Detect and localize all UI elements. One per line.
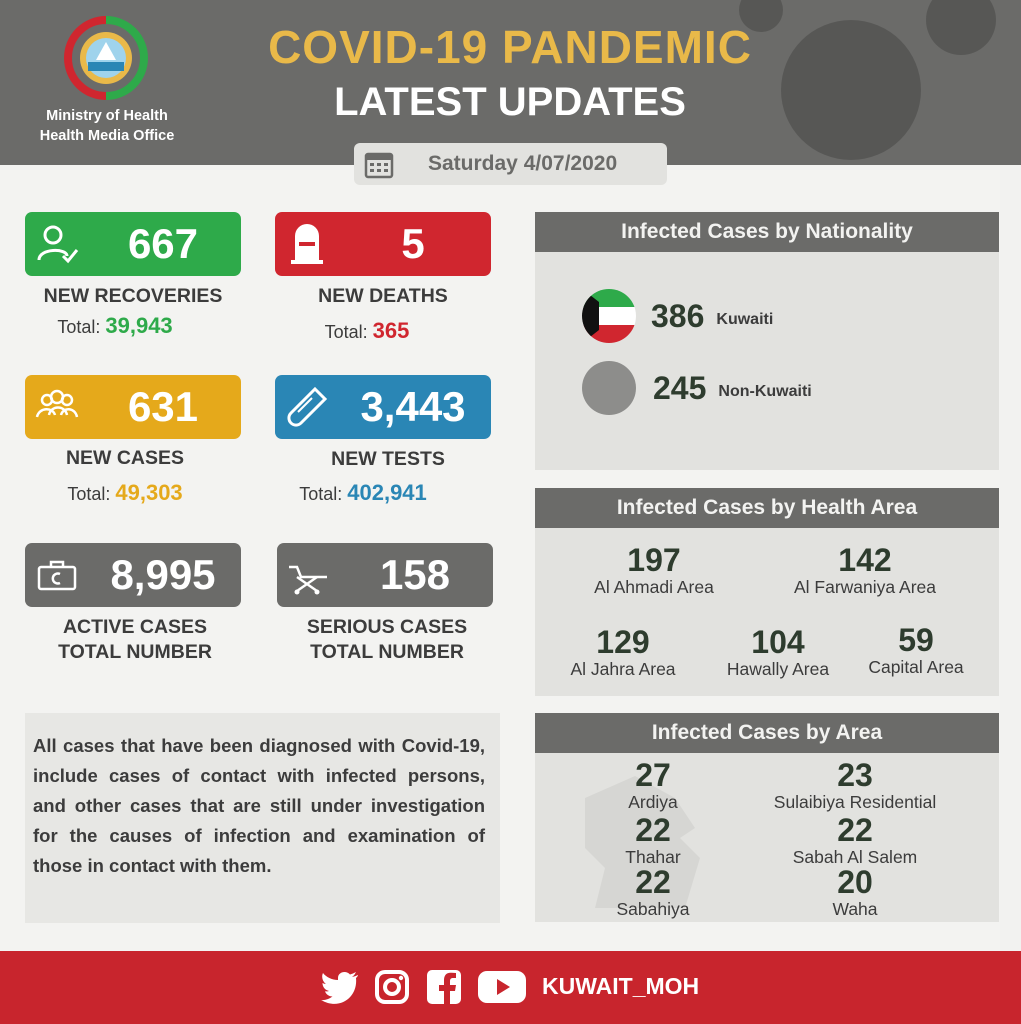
date-text: Saturday 4/07/2020 [428, 152, 618, 175]
health-area-name: Capital Area [868, 657, 964, 677]
non-kuwaiti-value: 245 [653, 369, 707, 406]
footer [0, 951, 1021, 1024]
area-panel-title: Infected Cases by Area [535, 713, 999, 753]
serious-cases-label [277, 615, 497, 665]
serious-cases-label-line-1: SERIOUS CASES [306, 616, 468, 638]
health-area-item [853, 624, 979, 678]
recoveries-total-value: 39,943 [105, 313, 173, 338]
medical-case-icon [35, 553, 79, 597]
area-name: Sulaibiya Residential [773, 792, 937, 812]
area-item [765, 866, 945, 920]
ministry-line-2: Health Media Office [39, 128, 175, 144]
tombstone-icon [285, 222, 329, 266]
nationality-panel [535, 252, 999, 470]
area-value: 20 [837, 864, 873, 900]
deaths-total [275, 318, 459, 344]
info-note [25, 713, 500, 923]
health-area-panel-title: Infected Cases by Health Area [535, 488, 999, 528]
health-area-name: Al Farwaniya Area [793, 577, 936, 597]
recoveries-label: NEW RECOVERIES [43, 285, 223, 307]
header [0, 0, 1021, 165]
health-area-item [770, 544, 960, 598]
area-value: 22 [837, 812, 873, 848]
kuwaiti-row [581, 288, 773, 344]
serious-cases-card [277, 543, 493, 607]
recoveries-total [25, 313, 205, 339]
ministry-name [22, 106, 192, 146]
tests-total-label: Total: [299, 484, 343, 504]
gray-circle-icon [581, 360, 637, 416]
serious-cases-label-line-2: TOTAL NUMBER [310, 641, 464, 663]
area-item [583, 814, 723, 868]
user-check-icon [35, 222, 79, 266]
cases-card [25, 375, 241, 439]
twitter-icon[interactable] [320, 969, 360, 1005]
area-item [765, 759, 945, 813]
recoveries-value: 667 [127, 220, 199, 267]
social-handle[interactable]: KUWAIT_MOH [542, 973, 700, 999]
health-area-name: Al Ahmadi Area [594, 577, 714, 597]
youtube-icon[interactable] [476, 969, 528, 1005]
health-area-item [565, 544, 743, 598]
stretcher-icon [287, 553, 331, 597]
area-value: 22 [635, 864, 671, 900]
area-value: 22 [635, 812, 671, 848]
serious-cases-value: 158 [379, 551, 451, 598]
deaths-total-value: 365 [372, 318, 410, 343]
group-icon [35, 385, 79, 429]
area-value: 27 [635, 757, 671, 793]
tests-total [275, 480, 451, 506]
health-area-item [710, 626, 846, 680]
kuwait-flag-icon [581, 288, 637, 344]
instagram-icon[interactable] [372, 969, 412, 1005]
test-tube-icon [285, 385, 329, 429]
facebook-icon[interactable] [424, 969, 464, 1005]
health-area-value: 197 [627, 542, 681, 578]
area-name: Waha [832, 899, 878, 919]
area-panel [535, 753, 999, 922]
cases-total [25, 480, 225, 506]
nationality-panel-title: Infected Cases by Nationality [535, 212, 999, 252]
tests-value: 3,443 [360, 383, 466, 430]
active-cases-label [25, 615, 245, 665]
page-title: COVID-19 PANDEMIC [268, 21, 752, 73]
area-name: Thahar [625, 847, 681, 867]
recoveries-card [25, 212, 241, 276]
kuwaiti-label: Kuwaiti [716, 311, 774, 328]
cases-value: 631 [127, 383, 199, 430]
non-kuwaiti-label: Non-Kuwaiti [718, 383, 812, 400]
deaths-label: NEW DEATHS [318, 285, 448, 307]
active-cases-card [25, 543, 241, 607]
health-area-value: 142 [838, 542, 892, 578]
area-item [583, 866, 723, 920]
tests-label: NEW TESTS [331, 448, 445, 470]
kuwait-emblem-icon [62, 14, 150, 102]
date-badge [354, 143, 667, 185]
active-cases-label-line-1: ACTIVE CASES [62, 616, 208, 638]
health-area-value: 59 [898, 622, 934, 658]
social-icons [320, 969, 528, 1005]
health-area-value: 129 [596, 624, 650, 660]
area-name: Sabah Al Salem [792, 847, 918, 867]
calendar-icon [364, 149, 394, 179]
cases-total-value: 49,303 [115, 480, 183, 505]
info-note-text: All cases that have been diagnosed with Covid-19, include cases of contact with infected persons, and other cases that are still under investigation for the causes of infection and examination of those in contact with them. [33, 735, 485, 876]
health-area-name: Al Jahra Area [570, 659, 676, 679]
ministry-line-1: Ministry of Health [46, 108, 168, 124]
active-cases-value: 8,995 [110, 551, 216, 598]
health-area-item [555, 626, 691, 680]
active-cases-label-line-2: TOTAL NUMBER [58, 641, 212, 663]
tests-total-value: 402,941 [347, 480, 427, 505]
deaths-total-label: Total: [324, 322, 368, 342]
deaths-value: 5 [401, 220, 425, 267]
kuwaiti-value: 386 [651, 297, 705, 334]
non-kuwaiti-row [581, 360, 812, 416]
cases-total-label: Total: [67, 484, 111, 504]
area-name: Ardiya [628, 792, 678, 812]
deaths-card [275, 212, 491, 276]
health-area-name: Hawally Area [726, 659, 830, 679]
page-subtitle: LATEST UPDATES [334, 80, 686, 124]
health-area-value: 104 [751, 624, 805, 660]
health-area-panel [535, 528, 999, 696]
area-value: 23 [837, 757, 873, 793]
cases-label: NEW CASES [65, 447, 185, 469]
area-name: Sabahiya [616, 899, 690, 919]
area-item [583, 759, 723, 813]
tests-card [275, 375, 491, 439]
area-item [765, 814, 945, 868]
recoveries-total-label: Total: [57, 317, 101, 337]
